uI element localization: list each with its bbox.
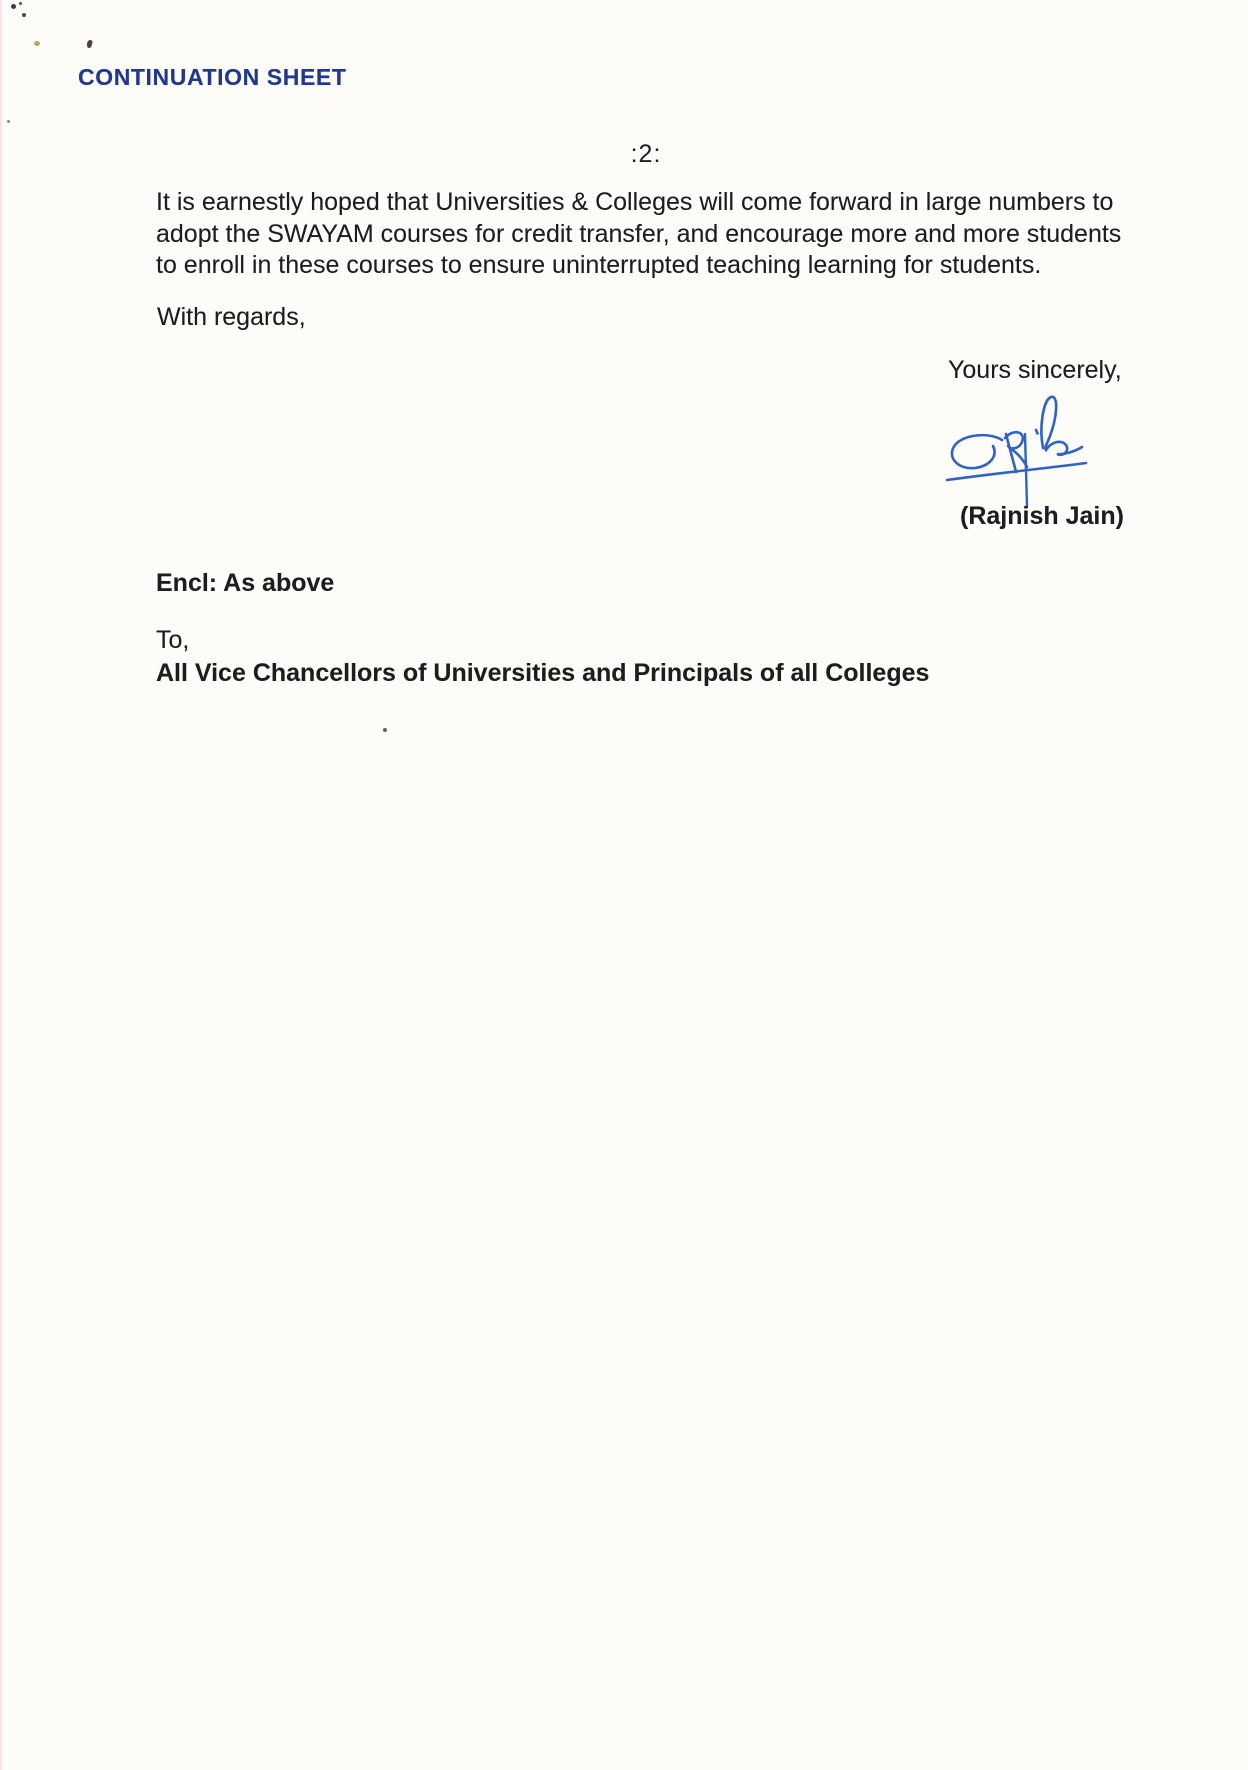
document-header: CONTINUATION SHEET — [78, 64, 347, 90]
scan-speck — [11, 4, 16, 9]
scan-speck — [19, 2, 22, 5]
scan-speck — [383, 728, 387, 732]
body-line-1: It is earnestly hoped that Universities & Colleges will come forward in large numbers to — [156, 188, 1114, 216]
scan-speck — [34, 41, 40, 46]
body-paragraph — [156, 187, 1151, 282]
to-label: To, — [156, 626, 190, 654]
addressee-line: All Vice Chancellors of Universities and Principals of all Colleges — [156, 659, 930, 687]
signatory-name: (Rajnish Jain) — [960, 502, 1124, 530]
scan-speck — [22, 13, 26, 17]
scan-speck — [86, 39, 93, 48]
valediction: Yours sincerely, — [948, 356, 1122, 384]
enclosure-note: Encl: As above — [156, 569, 335, 597]
scan-speck — [7, 120, 10, 123]
body-line-3: to enroll in these courses to ensure uninterrupted teaching learning for students. — [156, 251, 1042, 279]
scan-edge-artifact — [0, 0, 3, 1770]
body-line-2: adopt the SWAYAM courses for credit transfer, and encourage more and more students — [156, 219, 1122, 248]
page-number: :2: — [630, 140, 662, 168]
signature-ink — [930, 390, 1108, 514]
closing-regards: With regards, — [157, 303, 306, 331]
